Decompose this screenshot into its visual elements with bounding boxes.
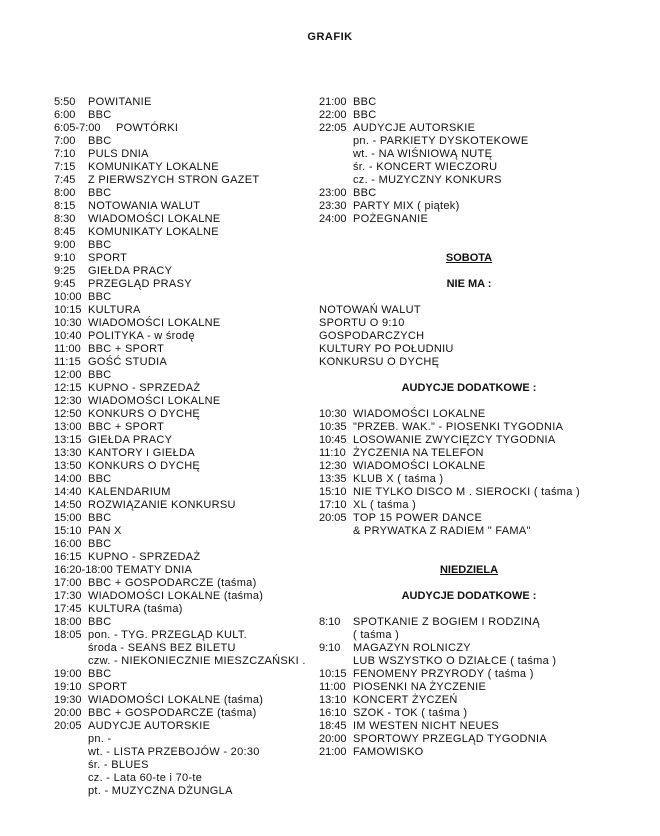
program-label: WIADOMOŚCI LOKALNE (taśma) [88, 590, 264, 602]
program-label: KUPNO - SPRZEDAŻ [88, 382, 201, 394]
time-label: 8:00 [54, 187, 76, 199]
time-label: 16:20-18:00 [54, 564, 113, 576]
schedule-row [54, 239, 304, 252]
program-label: PAN X [88, 525, 122, 537]
schedule-row [54, 369, 304, 382]
program-label: ŻYCZENIA NA TELEFON [353, 447, 484, 459]
schedule-row [319, 135, 619, 148]
program-label: SZOK - TOK ( taśma ) [353, 707, 468, 719]
schedule-row [54, 278, 304, 291]
schedule-row [319, 434, 619, 447]
schedule-row [54, 161, 304, 174]
time-label: 14:00 [54, 473, 82, 485]
program-label: IM WESTEN NICHT NEUES [353, 720, 500, 732]
time-label [319, 525, 353, 538]
schedule-row [54, 291, 304, 304]
schedule-row [319, 681, 619, 694]
schedule-row [54, 408, 304, 421]
time-label: 6:00 [54, 109, 76, 121]
time-label: 17:30 [54, 590, 82, 602]
time-label: 18:00 [54, 616, 82, 628]
time-label: 11:10 [319, 447, 346, 459]
program-label: POWITANIE [88, 96, 152, 108]
schedule-row [54, 590, 304, 603]
schedule-row [54, 304, 304, 317]
schedule-row [319, 174, 619, 187]
program-label: SPORTOWY PRZEGLĄD TYGODNIA [353, 733, 548, 745]
program-label: środa - SEANS BEZ BILETU [88, 642, 236, 654]
program-label: KANTORY I GIEŁDA [88, 447, 195, 459]
program-label: KALENDARIUM [88, 486, 171, 498]
time-label [319, 135, 353, 148]
schedule-row [54, 317, 304, 330]
schedule-row [54, 772, 304, 785]
time-label: 14:50 [54, 499, 82, 511]
schedule-row [54, 759, 304, 772]
schedule-row [319, 96, 619, 109]
program-label: & PRYWATKA Z RADIEM " FAMA" [353, 525, 531, 537]
time-label: 12:30 [319, 460, 347, 472]
time-label: 12:00 [54, 369, 82, 381]
program-label: PRZEGLĄD PRASY [88, 278, 192, 290]
program-label: POLITYKA - w środę [88, 330, 195, 342]
time-label: 20:05 [54, 720, 82, 732]
program-label: pn. - PARKIETY DYSKOTEKOWE [353, 135, 529, 147]
program-label: BBC [88, 616, 112, 628]
saturday-none-list [319, 304, 619, 369]
time-label: 16:10 [319, 707, 347, 719]
schedule-row [54, 538, 304, 551]
program-label: KUPNO - SPRZEDAŻ [88, 551, 201, 563]
schedule-row [54, 421, 304, 434]
time-label: 15:00 [54, 512, 82, 524]
schedule-row [319, 122, 619, 135]
schedule-row [54, 603, 304, 616]
saturday-none-heading: NIE MA : [446, 278, 492, 290]
time-label: 13:10 [319, 694, 347, 706]
program-label: GIEŁDA PRACY [88, 434, 173, 446]
program-label: XL ( taśma ) [353, 499, 417, 511]
program-label: pn. - [88, 733, 112, 745]
schedule-row [319, 512, 619, 525]
time-label: 10:15 [319, 668, 347, 680]
time-label: 12:15 [54, 382, 82, 394]
schedule-row [54, 707, 304, 720]
schedule-row [319, 213, 619, 226]
schedule-row [319, 486, 619, 499]
program-label: SPORT [88, 252, 128, 264]
schedule-row [54, 148, 304, 161]
schedule-row [54, 187, 304, 200]
time-label: 8:45 [54, 226, 76, 238]
schedule-row [319, 655, 619, 668]
program-label: PIOSENKI NA ŻYCZENIE [353, 681, 487, 693]
program-label: KULTURA [88, 304, 141, 316]
schedule-row [319, 616, 619, 629]
program-label: pon. - TYG. PRZEGLĄD KULT. [88, 629, 247, 641]
schedule-row [54, 668, 304, 681]
time-label: 21:00 [319, 96, 347, 108]
schedule-row [54, 655, 304, 668]
program-label: PARTY MIX ( piątek) [353, 200, 460, 212]
schedule-row [54, 330, 304, 343]
schedule-row [54, 642, 304, 655]
time-label: 7:45 [54, 174, 76, 186]
time-label: 13:30 [54, 447, 82, 459]
schedule-row [54, 694, 304, 707]
time-label: 24:00 [319, 213, 347, 225]
time-label [54, 642, 88, 655]
schedule-row [319, 148, 619, 161]
time-label: 6:05-7:00 [54, 122, 101, 134]
program-label: PULS DNIA [88, 148, 149, 160]
schedule-row [319, 161, 619, 174]
time-label: 17:10 [319, 499, 347, 511]
schedule-row [54, 473, 304, 486]
time-label: 13:15 [54, 434, 82, 446]
time-label: 13:35 [319, 473, 347, 485]
program-label: WIADOMOŚCI LOKALNE [88, 213, 221, 225]
schedule-row [319, 746, 619, 759]
schedule-row [54, 96, 304, 109]
schedule-row [319, 460, 619, 473]
time-label: 7:10 [54, 148, 76, 160]
program-label: FAMOWISKO [353, 746, 424, 758]
schedule-row [54, 616, 304, 629]
schedule-row [319, 499, 619, 512]
time-label: 20:05 [319, 512, 347, 524]
schedule-row [54, 629, 304, 642]
program-label: TOP 15 POWER DANCE [353, 512, 483, 524]
schedule-row [54, 551, 304, 564]
program-label: KOMUNIKATY LOKALNE [88, 161, 219, 173]
program-label: wt. - LISTA PRZEBOJÓW - 20:30 [88, 746, 260, 758]
schedule-row [319, 200, 619, 213]
time-label: 17:45 [54, 603, 82, 615]
list-item: NOTOWAŃ WALUT [319, 304, 421, 316]
schedule-row [54, 135, 304, 148]
program-label: LOSOWANIE ZWYCIĘZCY TYGODNIA [353, 434, 556, 446]
program-label: MAGAZYN ROLNICZY [353, 642, 471, 654]
schedule-row [54, 213, 304, 226]
program-label: KONCERT ŻYCZEŃ [353, 694, 458, 706]
program-label: POWTÓRKI [116, 122, 179, 134]
time-label [54, 785, 88, 798]
program-label: pt. - MUZYCZNA DŻUNGLA [88, 785, 233, 797]
time-label: 22:05 [319, 122, 347, 134]
schedule-row [319, 733, 619, 746]
program-label: KLUB X ( taśma ) [353, 473, 444, 485]
time-label: 20:00 [54, 707, 82, 719]
schedule-row [54, 460, 304, 473]
time-label: 9:25 [54, 265, 76, 277]
program-label: BBC [88, 512, 112, 524]
time-label: 19:30 [54, 694, 82, 706]
time-label: 5:50 [54, 96, 76, 108]
sunday-extra-heading: AUDYCJE DODATKOWE : [401, 590, 537, 602]
time-label: 15:10 [319, 486, 347, 498]
program-label: BBC [353, 96, 377, 108]
program-label: WIADOMOŚCI LOKALNE (taśma) [88, 694, 264, 706]
saturday-extra-list [319, 408, 619, 538]
program-label: KULTURA (taśma) [88, 603, 183, 615]
program-label: SPORT [88, 681, 128, 693]
time-label: 10:30 [54, 317, 82, 329]
time-label: 16:00 [54, 538, 82, 550]
program-label: BBC [353, 109, 377, 121]
program-label: BBC [353, 187, 377, 199]
program-label: cz. - MUZYCZNY KONKURS [353, 174, 502, 186]
schedule-row [54, 577, 304, 590]
schedule-row [54, 681, 304, 694]
schedule-row [54, 564, 304, 577]
schedule-row [319, 447, 619, 460]
time-label [54, 655, 88, 668]
program-label: "PRZEB. WAK." - PIOSENKI TYGODNIA [353, 421, 564, 433]
program-label: BBC + GOSPODARCZE (taśma) [88, 577, 257, 589]
time-label: 11:00 [319, 681, 346, 693]
time-label: 10:30 [319, 408, 347, 420]
time-label: 23:30 [319, 200, 347, 212]
schedule-row [54, 785, 304, 798]
program-label: cz. - Lata 60-te i 70-te [88, 772, 203, 784]
schedule-row [54, 343, 304, 356]
time-label: 9:00 [54, 239, 76, 251]
program-label: BBC + SPORT [88, 343, 165, 355]
schedule-row [54, 512, 304, 525]
program-label: wt. - NA WIŚNIOWĄ NUTĘ [353, 148, 493, 160]
schedule-row [54, 226, 304, 239]
time-label: 11:00 [54, 343, 81, 355]
time-label: 12:30 [54, 395, 82, 407]
time-label: 19:00 [54, 668, 82, 680]
saturday-heading: SOBOTA [445, 252, 493, 264]
program-label: śr. - KONCERT WIECZORU [353, 161, 498, 173]
program-label: AUDYCJE AUTORSKIE [353, 122, 476, 134]
program-label: ( taśma ) [353, 629, 400, 641]
schedule-row [319, 109, 619, 122]
time-label: 7:00 [54, 135, 76, 147]
time-label: 8:10 [319, 616, 341, 628]
program-label: WIADOMOŚCI LOKALNE [88, 317, 221, 329]
time-label: 10:40 [54, 330, 82, 342]
schedule-row [319, 473, 619, 486]
schedule-row [54, 525, 304, 538]
program-label: BBC [88, 291, 112, 303]
weekday-schedule-right [319, 96, 619, 759]
schedule-row [54, 252, 304, 265]
schedule-row [54, 499, 304, 512]
program-label: BBC [88, 109, 112, 121]
schedule-row [54, 122, 304, 135]
time-label: 9:10 [54, 252, 76, 264]
time-label: 10:35 [319, 421, 347, 433]
schedule-row [54, 356, 304, 369]
sunday-heading: NIEDZIELA [439, 564, 499, 576]
schedule-row [319, 629, 619, 642]
program-label: czw. - NIEKONIECZNIE MIESZCZAŃSKI . [88, 655, 306, 667]
time-label: 9:45 [54, 278, 76, 290]
time-label: 7:15 [54, 161, 76, 173]
program-label: BBC [88, 538, 112, 550]
program-label: NOTOWANIA WALUT [88, 200, 201, 212]
time-label [54, 759, 88, 772]
program-label: KONKURS O DYCHĘ [88, 460, 201, 472]
saturday-extra-heading: AUDYCJE DODATKOWE : [401, 382, 537, 394]
program-label: BBC + GOSPODARCZE (taśma) [88, 707, 257, 719]
schedule-row [319, 642, 619, 655]
program-label: NIE TYLKO DISCO M . SIEROCKI ( taśma ) [353, 486, 580, 498]
program-label: GOŚĆ STUDIA [88, 356, 168, 368]
time-label [319, 148, 353, 161]
program-label: TEMATY DNIA [116, 564, 193, 576]
time-label [54, 772, 88, 785]
time-label: 19:10 [54, 681, 82, 693]
time-label: 12:50 [54, 408, 82, 420]
schedule-row [54, 746, 304, 759]
schedule-row [319, 408, 619, 421]
time-label [319, 655, 353, 668]
program-label: AUDYCJE AUTORSKIE [88, 720, 211, 732]
schedule-row [54, 395, 304, 408]
evening-schedule [319, 96, 619, 226]
program-label: Z PIERWSZYCH STRON GAZET [88, 174, 260, 186]
time-label: 18:05 [54, 629, 82, 641]
program-label: KONKURS O DYCHĘ [88, 408, 201, 420]
schedule-row [54, 265, 304, 278]
program-label: WIADOMOŚCI LOKALNE [88, 395, 221, 407]
program-label: BBC [88, 135, 112, 147]
time-label: 23:00 [319, 187, 347, 199]
schedule-row [319, 668, 619, 681]
time-label: 20:00 [319, 733, 347, 745]
time-label [319, 174, 353, 187]
list-item: SPORTU O 9:10 [319, 317, 405, 329]
time-label: 17:00 [54, 577, 82, 589]
time-label: 10:00 [54, 291, 82, 303]
time-label: 14:40 [54, 486, 82, 498]
program-label: SPOTKANIE Z BOGIEM I RODZINĄ [353, 616, 540, 628]
time-label: 10:45 [319, 434, 347, 446]
time-label: 16:15 [54, 551, 82, 563]
time-label: 22:00 [319, 109, 347, 121]
program-label: BBC + SPORT [88, 421, 165, 433]
list-item: KULTURY PO POŁUDNIU [319, 343, 454, 355]
program-label: KOMUNIKATY LOKALNE [88, 226, 219, 238]
program-label: LUB WSZYSTKO O DZIAŁCE ( taśma ) [353, 655, 557, 667]
schedule-row [319, 525, 619, 538]
program-label: WIADOMOŚCI LOKALNE [353, 460, 486, 472]
time-label [319, 629, 353, 642]
list-item: KONKURSU O DYCHĘ [319, 356, 440, 368]
program-label: ROZWIĄZANIE KONKURSU [88, 499, 236, 511]
weekday-schedule-left [54, 96, 304, 798]
schedule-row [319, 421, 619, 434]
time-label: 11:15 [54, 356, 81, 368]
schedule-row [319, 707, 619, 720]
sunday-extra-list [319, 616, 619, 759]
time-label [54, 733, 88, 746]
list-item: GOSPODARCZYCH [319, 330, 425, 342]
program-label: BBC [88, 369, 112, 381]
program-label: śr. - BLUES [88, 759, 149, 771]
schedule-row [54, 434, 304, 447]
program-label: WIADOMOŚCI LOKALNE [353, 408, 486, 420]
page-title: GRAFIK [307, 31, 353, 43]
schedule-row [319, 694, 619, 707]
program-label: POŻEGNANIE [353, 213, 429, 225]
time-label [319, 161, 353, 174]
time-label: 15:10 [54, 525, 82, 537]
time-label: 18:45 [319, 720, 347, 732]
time-label: 21:00 [319, 746, 347, 758]
program-label: BBC [88, 473, 112, 485]
time-label: 8:30 [54, 213, 76, 225]
schedule-row [54, 720, 304, 733]
time-label: 13:00 [54, 421, 82, 433]
time-label: 10:15 [54, 304, 82, 316]
schedule-row [54, 447, 304, 460]
program-label: BBC [88, 239, 112, 251]
time-label: 9:10 [319, 642, 341, 654]
schedule-row [319, 720, 619, 733]
schedule-row [54, 733, 304, 746]
time-label [54, 746, 88, 759]
schedule-row [54, 200, 304, 213]
program-label: BBC [88, 668, 112, 680]
time-label: 13:50 [54, 460, 82, 472]
schedule-row [54, 109, 304, 122]
schedule-row [319, 187, 619, 200]
time-label: 8:15 [54, 200, 76, 212]
program-label: FENOMENY PRZYRODY ( taśma ) [353, 668, 534, 680]
program-label: BBC [88, 187, 112, 199]
schedule-row [54, 486, 304, 499]
schedule-row [54, 382, 304, 395]
schedule-row [54, 174, 304, 187]
program-label: GIEŁDA PRACY [88, 265, 173, 277]
